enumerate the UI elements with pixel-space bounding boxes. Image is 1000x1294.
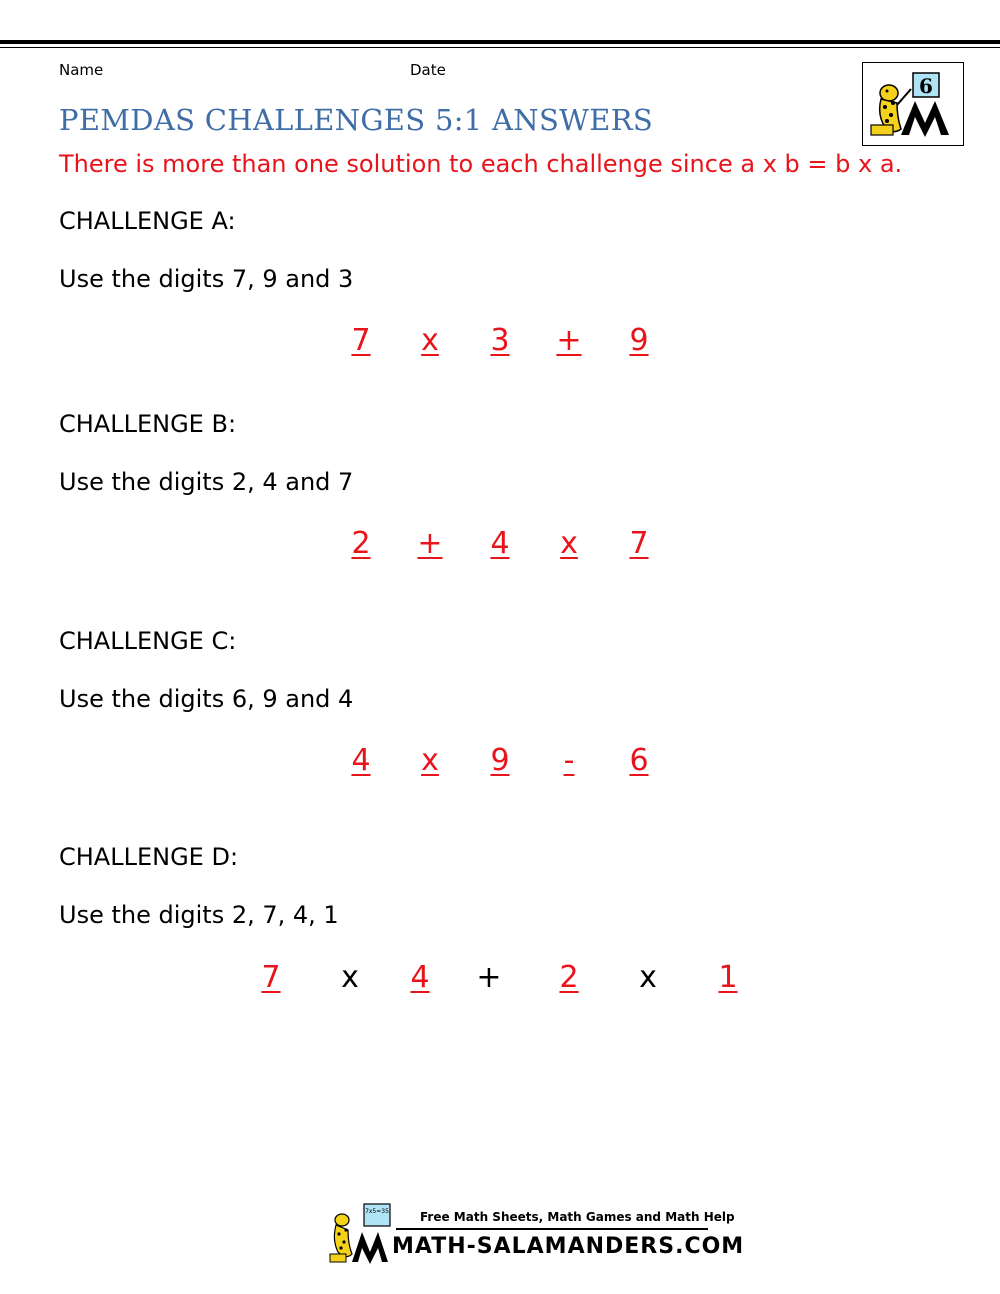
answer-token: 1 xyxy=(718,960,738,995)
challenge-c-answer xyxy=(0,741,1000,785)
footer-tagline: Free Math Sheets, Math Games and Math Help xyxy=(420,1210,735,1224)
top-rule-thin xyxy=(0,47,1000,48)
answer-token: 6 xyxy=(629,743,649,778)
grade-logo xyxy=(862,62,964,146)
answer-token: 2 xyxy=(559,960,579,995)
page-title: PEMDAS CHALLENGES 5:1 ANSWERS xyxy=(59,103,654,137)
answer-token: + xyxy=(476,960,502,995)
footer-logo-card-text: 7x5=35 xyxy=(365,1208,389,1215)
answer-token: 7 xyxy=(261,960,281,995)
answer-token: + xyxy=(556,323,582,358)
challenge-d-heading: CHALLENGE D: xyxy=(59,843,239,871)
answer-token: 4 xyxy=(351,743,371,778)
challenge-d-instruction: Use the digits 2, 7, 4, 1 xyxy=(59,901,339,929)
answer-token: 7 xyxy=(629,526,649,561)
solution-note: There is more than one solution to each challenge since a x b = b x a. xyxy=(59,150,903,178)
challenge-b-heading: CHALLENGE B: xyxy=(59,410,237,438)
answer-token: 7 xyxy=(351,323,371,358)
answer-token: x xyxy=(639,960,657,995)
answer-token: - xyxy=(563,743,575,778)
answer-token: x xyxy=(341,960,359,995)
answer-token: + xyxy=(417,526,443,561)
challenge-d-answer xyxy=(0,958,1000,1002)
answer-token: x xyxy=(421,323,439,358)
answer-token: 4 xyxy=(410,960,430,995)
date-label: Date xyxy=(410,61,446,79)
footer-logo xyxy=(326,1200,396,1268)
answer-token: 9 xyxy=(629,323,649,358)
grade-number: 6 xyxy=(919,74,933,98)
answer-token: 3 xyxy=(490,323,510,358)
footer-site-name: MATH-SALAMANDERS.COM xyxy=(392,1234,745,1259)
top-rule xyxy=(0,40,1000,44)
challenge-a-answer xyxy=(0,321,1000,365)
salamander-logo-icon xyxy=(326,1200,396,1268)
challenge-b-answer xyxy=(0,524,1000,568)
answer-token: 9 xyxy=(490,743,510,778)
challenge-c-heading: CHALLENGE C: xyxy=(59,627,237,655)
answer-token: 2 xyxy=(351,526,371,561)
answer-token: 4 xyxy=(490,526,510,561)
answer-token: x xyxy=(560,526,578,561)
challenge-a-instruction: Use the digits 7, 9 and 3 xyxy=(59,265,354,293)
challenge-b-instruction: Use the digits 2, 4 and 7 xyxy=(59,468,354,496)
name-label: Name xyxy=(59,61,104,79)
challenge-c-instruction: Use the digits 6, 9 and 4 xyxy=(59,685,354,713)
footer-rule xyxy=(396,1228,708,1230)
salamander-logo-icon xyxy=(863,63,963,145)
answer-token: x xyxy=(421,743,439,778)
challenge-a-heading: CHALLENGE A: xyxy=(59,207,236,235)
